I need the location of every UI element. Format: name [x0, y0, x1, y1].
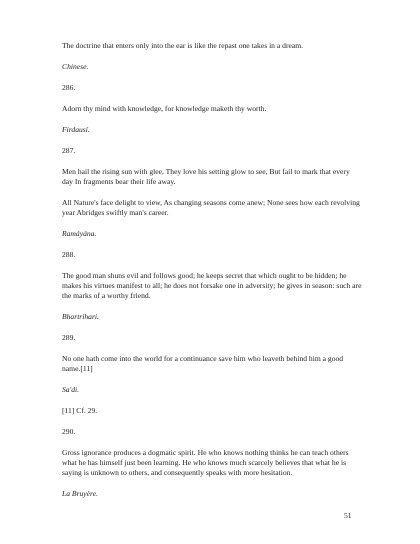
maxim-number: 289. — [62, 333, 76, 342]
footnote: [11] Cf. 29. — [62, 406, 98, 415]
page-number: 51 — [344, 511, 352, 520]
attribution: Bhartrihari. — [62, 312, 99, 321]
attribution: Ramáyána. — [62, 229, 97, 238]
attribution: Chinese. — [62, 62, 89, 71]
quote-text: No one hath come into the world for a continuance save him who leaveth behind him a good name.[11] — [62, 354, 344, 373]
quote-text: The doctrine that enters only into the ear is like the repast one takes in a dream. — [62, 41, 304, 50]
attribution: Firdausí. — [62, 125, 90, 134]
maxim-number: 290. — [62, 427, 76, 436]
quote-text: The good man shuns evil and follows good; he keeps secret that which ought to be hidden; he makes his virtues manifest to all; he does not forsake one in adversity; he gives in season: such are the marks of a worthy friend. — [62, 271, 362, 300]
maxim-number: 288. — [62, 250, 76, 259]
quote-text: Adorn thy mind with knowledge, for knowledge maketh thy worth. — [62, 104, 267, 113]
page-content — [62, 41, 362, 510]
maxim-number: 287. — [62, 146, 76, 155]
quote-text: Men hail the rising sun with glee, They love his setting glow to see, But fail to mark that every day In fragments bear their life away. — [62, 167, 350, 186]
attribution: Sa'di. — [62, 385, 80, 394]
quote-text: All Nature's face delight to view, As changing seasons come anew; None sees how each revolving year Abridges swiftly man's career. — [62, 198, 360, 217]
maxim-number: 286. — [62, 83, 76, 92]
quote-text: Gross ignorance produces a dogmatic spirit. He who knows nothing thinks he can teach others what he has himself just been learning. He who knows much scarcely believes that what he is saying is unknown to others, and consequently speaks with more hesitation. — [62, 448, 349, 477]
attribution: La Bruyère. — [62, 489, 98, 498]
